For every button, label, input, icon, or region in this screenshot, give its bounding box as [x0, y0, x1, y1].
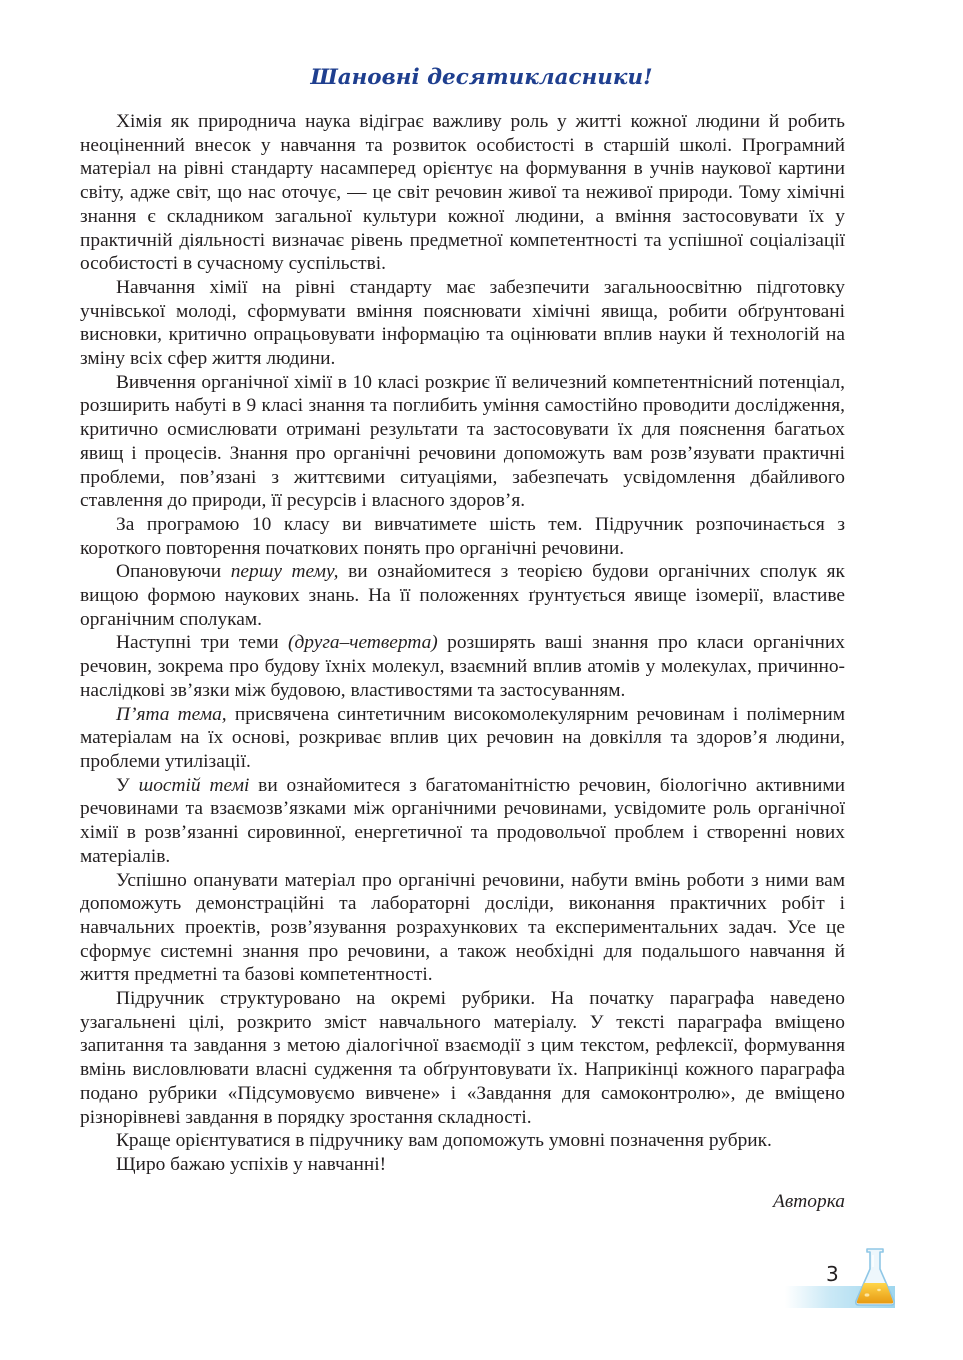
emphasis: першу тему,	[230, 561, 339, 583]
emphasis: (друга–четверта)	[288, 632, 438, 654]
paragraph: Наступні три теми (друга–четверта) розширять ваші знання про класи органічних речовин, зокрема про будову їхніх молекул, взаємний вплив атомів у молекулах, причинно-наслідкові зв’язки між будовою, властивостями та застосуванням.	[80, 632, 846, 701]
page-number: 3	[826, 1262, 839, 1286]
paragraph: Хімія як природнича наука відіграє важливу роль у житті кожної людини й робить неоціненний внесок у навчання та розвиток особистості в старшій школі. Програмний матеріал на рівні стандарту насамперед орієнтує на формування в учнів наукової картини світу, адже світ, що нас оточує, — це світ речовин живої та неживої природи. Тому хімічні знання є складником загальної культури кожної людини, а вміння застосовувати їх у практичній діяльності визначає рівень предметної компетентності та успішної соціалізації особистості в сучасному суспільстві.	[80, 111, 845, 275]
flask-icon	[853, 1245, 897, 1309]
paragraph: Опановуючи першу тему, ви ознайомитеся з теорією будови органічних сполук як вищою формою наукових знань. На її положеннях ґрунтується явище ізомерії, властиве органічним сполукам.	[80, 561, 845, 630]
paragraph: Вивчення органічної хімії в 10 класі розкриє її величезний компетентнісний потенціал, розширить набуті в 9 класі знання та поглибить уміння самостійно проводити дослідження, критично осмислювати отримані результати та застосовувати їх для пояснення багатьох явищ і процесів. Знання про органічні речовини допоможуть вам розв’язувати практичні проблеми, пов’язані з життєвими ситуаціями, забезпечать усвідомлення дбайливого ставлення до природи, її ресурсів і власного здоров’я.	[80, 371, 845, 512]
paragraph: Краще орієнтуватися в підручнику вам допоможуть умовні позначення рубрик.	[116, 1130, 772, 1152]
emphasis: П’ята тема,	[116, 703, 227, 725]
paragraph: П’ята тема, присвячена синтетичним високомолекулярним речовинам і полімерним матеріалам на їх основі, розкриває вплив цих речовин на довкілля та здоров’я людини, проблеми утилізації.	[80, 703, 845, 772]
paragraph: За програмою 10 класу ви вивчатимете шість тем. Підручник розпочинається з короткого повторення початкових понять про органічні речовини.	[80, 513, 845, 559]
page-title: Шановні десятикласники!	[310, 65, 653, 90]
paragraph: Успішно опанувати матеріал про органічні речовини, набути вмінь роботи з ними вам допоможуть демонстраційні та лабораторні досліди, виконання практичних робіт і навчальних проектів, розв’язування розрахункових та експериментальних задач. Усе це сформує системні знання про речовини, а також необхідні для подальшого навчання й життя предметні та базові компетентності.	[80, 869, 845, 986]
emphasis: шостій темі	[138, 774, 250, 796]
paragraph: Підручник структуровано на окремі рубрики. На початку параграфа наведено узагальнені цілі, розкрито зміст навчального матеріалу. У тексті параграфа вміщено запитання та завдання з метою діалогічної взаємодії з цим текстом, рефлексії, формування вмінь висловлювати власні судження та обґрунтовувати їх. Наприкінці кожного параграфа подано рубрики «Підсумовуємо вивчене» і «Завдання для самоконтролю», де вміщено різнорівневі завдання в порядку зростання складності.	[80, 988, 845, 1128]
paragraph: Щиро бажаю успіхів у навчанні!	[116, 1153, 387, 1175]
paragraph: У шостій темі ви ознайомитеся з багатоманітністю речовин, біологічно активними речовинами та взаємозв’язками між органічними речовинами, усвідомите роль органічної хімії в розв’язанні сировинної, енергетичної та продовольчої проблем і створенні нових матеріалів.	[80, 774, 846, 867]
body-text	[80, 110, 845, 1177]
paragraph: Навчання хімії на рівні стандарту має забезпечити загальноосвітню підготовку учнівської молоді, сформувати вміння пояснювати хімічні явища, робити обґрунтовані висновки, критично опрацьовувати інформацію та оцінювати вплив науки й технологій на зміну всіх сфер життя людини.	[80, 276, 845, 370]
signature: Авторка	[773, 1191, 845, 1212]
